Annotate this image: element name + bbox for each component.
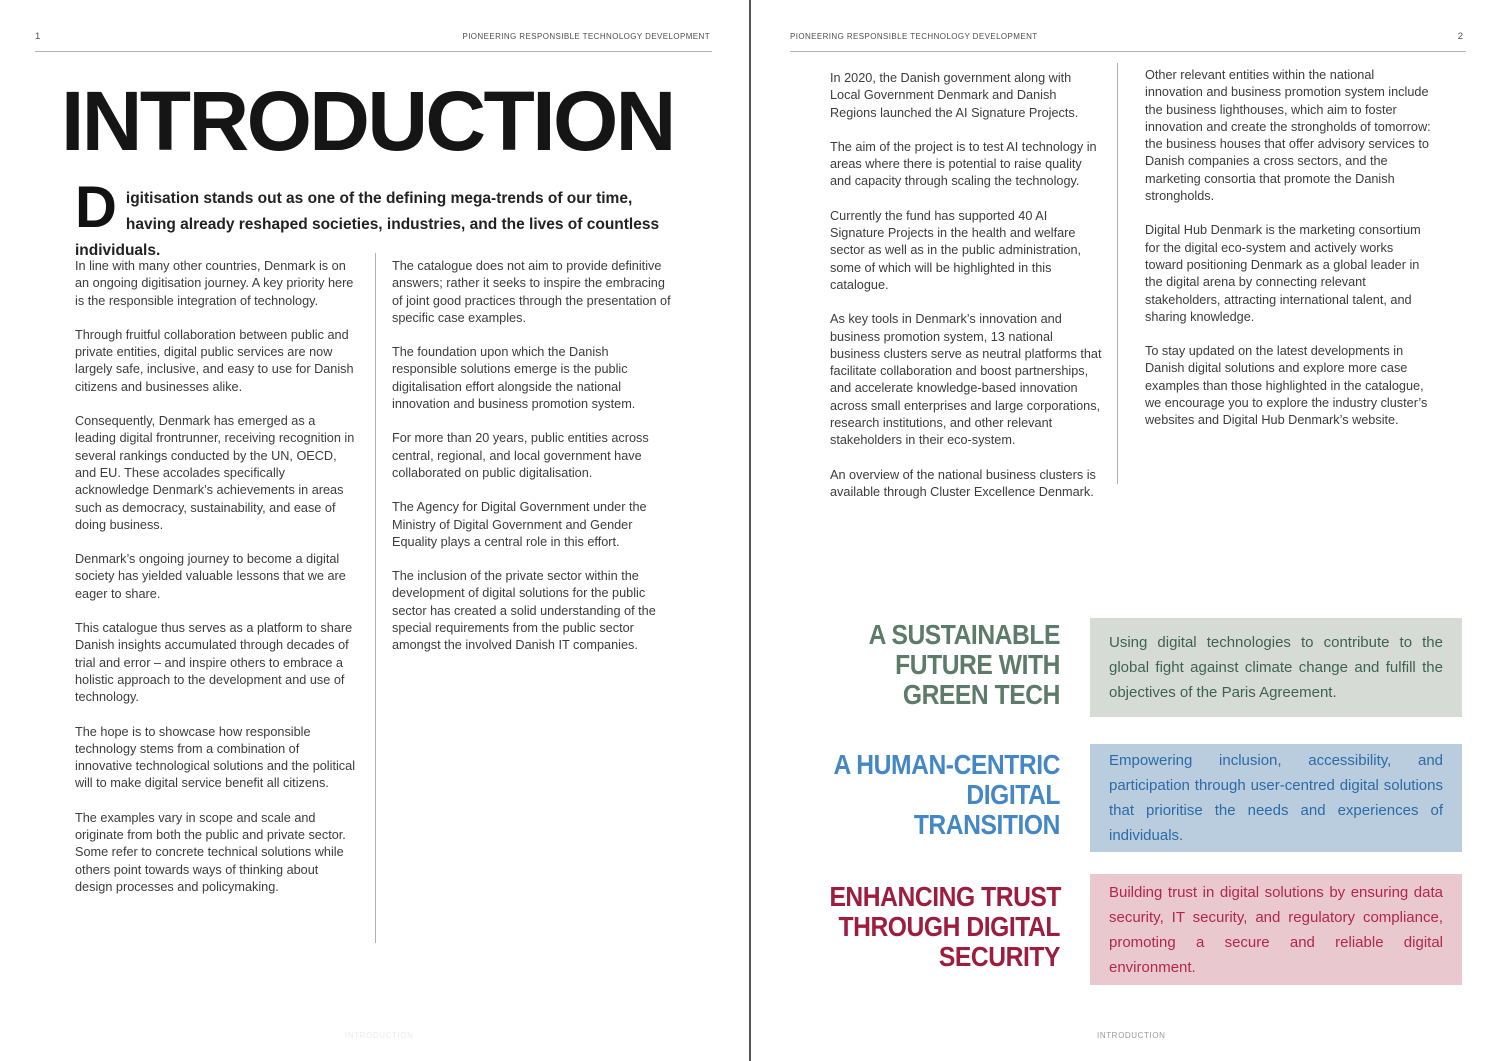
page-2 bbox=[750, 0, 1500, 1061]
footer-section-label: INTRODUCTION bbox=[345, 1031, 414, 1040]
section-callout-box: Building trust in digital solutions by ensuring data security, IT security, and regulatory compliance, promoting a secure and reliable digital environment. bbox=[1090, 874, 1462, 985]
page-number: 1 bbox=[35, 31, 41, 42]
paragraph: Currently the fund has supported 40 AI Signature Projects in the health and welfare sector as well as in the public administration, some of which will be highlighted in this catalogue. bbox=[830, 208, 1082, 292]
paragraph: To stay updated on the latest developments in Danish digital solutions and explore more case examples than those highlighted in the catalogue, we encourage you to explore the industry cluster’s websites and Digital Hub Denmark’s website. bbox=[1145, 344, 1428, 428]
lede-paragraph bbox=[75, 175, 663, 264]
paragraph: Denmark’s ongoing journey to become a digital society has yielded valuable lessons that we are eager to share. bbox=[75, 552, 346, 601]
header-rule bbox=[35, 51, 712, 52]
left-page-column-1 bbox=[75, 258, 359, 913]
paragraph: The examples vary in scope and scale and originate from both the public and private sector. Some refer to concrete technical solutions while others point towards ways of thinking about design processes and policymaking. bbox=[75, 810, 346, 894]
paragraph: Consequently, Denmark has emerged as a leading digital frontrunner, receiving recognition in several rankings conducted by the UN, OECD, and EU. These accolades specifically acknowledge Denmark’s achievements in areas such as democracy, sustainability, and ease of doing business. bbox=[75, 414, 355, 532]
paragraph: The Agency for Digital Government under the Ministry of Digital Government and Gender Equality plays a central role in this effort. bbox=[392, 500, 647, 549]
paragraph: In 2020, the Danish government along with Local Government Denmark and Danish Regions launched the AI Signature Projects. bbox=[830, 71, 1079, 120]
paragraph: The aim of the project is to test AI technology in areas where there is potential to raise quality and capacity through scaling the technology. bbox=[830, 139, 1097, 189]
right-page-column-2 bbox=[1145, 67, 1433, 447]
paragraph: In line with many other countries, Denmark is on an ongoing digitisation journey. A key priority here is the responsible integration of technology. bbox=[75, 259, 354, 308]
column-divider bbox=[1117, 63, 1118, 484]
running-header: PIONEERING RESPONSIBLE TECHNOLOGY DEVELOPMENT bbox=[462, 32, 710, 41]
paragraph: The foundation upon which the Danish responsible solutions emerge is the public digitalisation effort alongside the national innovation and business promotion system. bbox=[392, 345, 636, 412]
paragraph: Other relevant entities within the national innovation and business promotion system include the business lighthouses, which aim to foster innovation and create the strongholds of tomorrow: the business houses that offer advisory services to Danish companies a cross sectors, and the marketing consortia that promote the Danish strongholds. bbox=[1145, 68, 1431, 204]
right-page-column-1 bbox=[830, 70, 1102, 518]
paragraph: As key tools in Denmark’s innovation and business promotion system, 13 national business clusters serve as neutral platforms that facilitate collaboration and boost partnerships, and accelerate knowledge-based innovation across small enterprises and large corporations, research institutions, and other relevant stakeholders in their eco-system. bbox=[830, 312, 1102, 448]
drop-cap: D bbox=[75, 175, 117, 240]
page-number: 2 bbox=[1457, 31, 1463, 42]
footer-section-label: INTRODUCTION bbox=[1097, 1031, 1166, 1040]
column-divider bbox=[375, 253, 376, 943]
header-rule bbox=[790, 51, 1466, 52]
section-callout-box: Using digital technologies to contribute to the global fight against climate change and fulfill the objectives of the Paris Agreement. bbox=[1090, 618, 1462, 717]
section-heading: A SUSTAINABLE FUTURE WITH GREEN TECH bbox=[868, 619, 1060, 710]
paragraph: The hope is to showcase how responsible technology stems from a combination of innovative technological solutions and the political will to make digital service benefit all citizens. bbox=[75, 724, 356, 791]
page-title: INTRODUCTION bbox=[61, 74, 674, 168]
paragraph: An overview of the national business clusters is available through Cluster Excellence Denmark. bbox=[830, 467, 1096, 499]
paragraph: Through fruitful collaboration between public and private entities, digital public services are now largely safe, inclusive, and easy to use for Danish citizens and businesses alike. bbox=[75, 327, 354, 394]
paragraph: Digital Hub Denmark is the marketing consortium for the digital eco-system and actively works toward positioning Denmark as a global leader in the digital arena by connecting relevant stakeholders, attracting international talent, and sharing knowledge. bbox=[1145, 223, 1421, 324]
paragraph: This catalogue thus serves as a platform to share Danish insights accumulated through decades of trial and error – and inspire others to embrace a holistic approach to the development and use of technology. bbox=[75, 621, 353, 705]
paragraph: For more than 20 years, public entities across central, regional, and local government have collaborated on public digitalisation. bbox=[392, 431, 649, 480]
section-heading: A HUMAN-CENTRIC DIGITAL TRANSITION bbox=[833, 749, 1060, 840]
paragraph: The catalogue does not aim to provide definitive answers; rather it seeks to inspire the embracing of joint good practices through the presentation of specific case examples. bbox=[392, 259, 671, 325]
lede-text: igitisation stands out as one of the defining mega-trends of our time, having already reshaped societies, industries, and the lives of countless individuals. bbox=[75, 190, 660, 259]
paragraph: The inclusion of the private sector within the development of digital solutions for the public sector has created a solid understanding of the special requirements from the public sector amongst the involved Danish IT companies. bbox=[392, 569, 656, 653]
left-page-column-2 bbox=[392, 258, 674, 672]
section-callout-box: Empowering inclusion, accessibility, and participation through user-centred digital solutions that prioritise the needs and experiences of individuals. bbox=[1090, 744, 1462, 852]
section-heading: ENHANCING TRUST THROUGH DIGITAL SECURITY bbox=[829, 881, 1062, 972]
running-header: PIONEERING RESPONSIBLE TECHNOLOGY DEVELOPMENT bbox=[790, 32, 1038, 41]
